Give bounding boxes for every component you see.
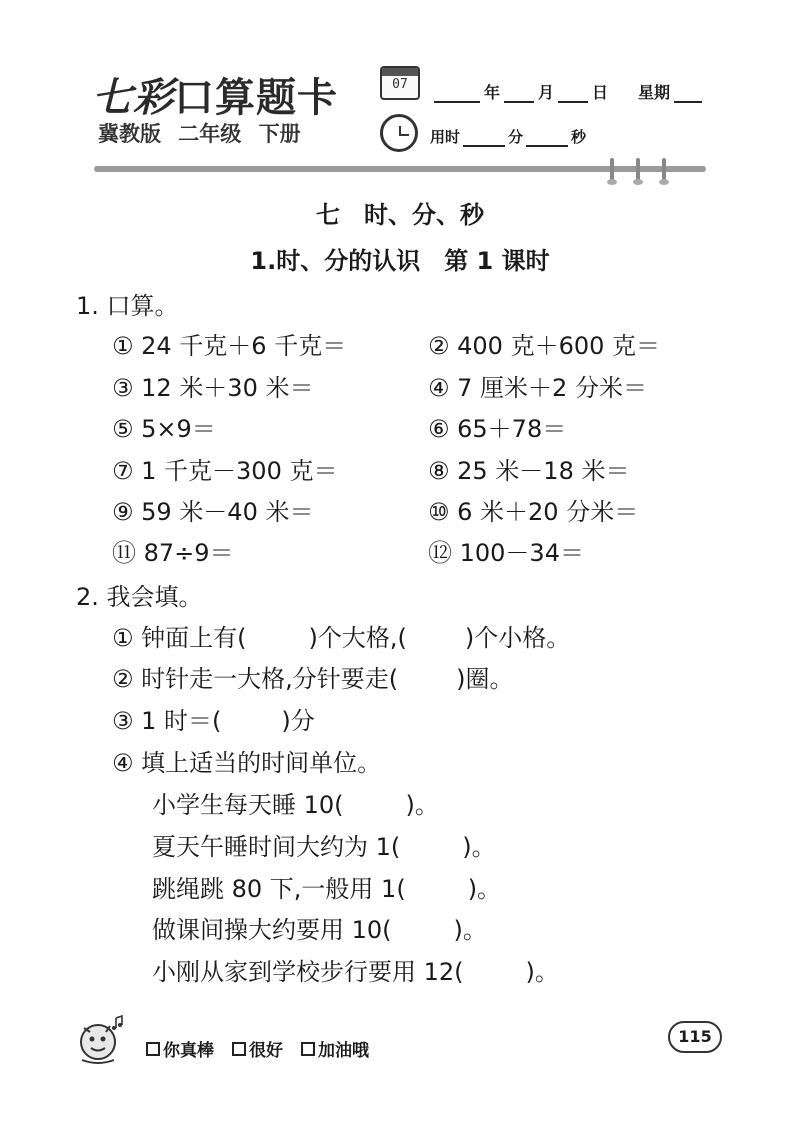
q2-item-1-text-b: )个大格,( xyxy=(308,624,407,652)
q2-item-2-text-b: )圈。 xyxy=(456,665,514,693)
q2-sub-2-text-a: 夏天午睡时间大约为 1( xyxy=(152,833,401,861)
q1-item-3: ③ 12 米＋30 米＝ xyxy=(112,374,314,402)
q2-sub-2 xyxy=(152,827,496,862)
q2-item-1 xyxy=(112,618,570,653)
q2-item-2-text-a: ② 时针走一大格,分针要走( xyxy=(112,665,399,693)
lesson-title: 1.时、分的认识 第 1 课时 xyxy=(250,247,550,275)
q2-sub-3 xyxy=(152,869,501,904)
q1-item-10: ⑩ 6 米＋20 分米＝ xyxy=(428,498,639,526)
mascot-icon xyxy=(72,1012,128,1068)
q2-sub-3-text-b: )。 xyxy=(467,875,502,903)
q2-item-3 xyxy=(112,701,315,736)
q1-item-12: ⑫ 100－34＝ xyxy=(428,539,584,567)
q2-item-4: ④ 填上适当的时间单位。 xyxy=(112,749,382,777)
edition-label: 冀教版 二年级 下册 xyxy=(98,122,301,146)
seconds-blank[interactable] xyxy=(526,133,568,147)
brand-name: 口算题卡 xyxy=(174,75,338,121)
q1-item-2: ② 400 克＋600 克＝ xyxy=(428,332,661,360)
q2-sub-2-text-b: )。 xyxy=(462,833,496,861)
year-label: 年 xyxy=(484,83,501,102)
q2-sub-3-text-a: 跳绳跳 80 下,一般用 1( xyxy=(152,875,406,903)
calendar-icon xyxy=(380,66,420,100)
rating-label: 很好 xyxy=(249,1041,283,1061)
q1-item-1: ① 24 千克＋6 千克＝ xyxy=(112,332,347,360)
q2-sub-5-text-b: )。 xyxy=(525,958,559,986)
rating-label: 加油哦 xyxy=(318,1041,369,1061)
q2-item-1-text-c: )个小格。 xyxy=(464,624,571,652)
day-blank[interactable] xyxy=(558,87,588,103)
q2-sub-4-text-a: 做课间操大约要用 10( xyxy=(152,916,392,944)
q1-item-11: ⑪ 87÷9＝ xyxy=(112,539,234,567)
q1-item-9: ⑨ 59 米－40 米＝ xyxy=(112,498,314,526)
q2-sub-4 xyxy=(152,910,487,945)
q1-item-8: ⑧ 25 米－18 米＝ xyxy=(428,457,630,485)
year-blank[interactable] xyxy=(434,87,480,103)
brand-script: 七彩 xyxy=(92,74,174,121)
q2-item-3-text-b: )分 xyxy=(281,707,315,735)
q1-item-7: ⑦ 1 千克－300 克＝ xyxy=(112,457,338,485)
rating-option[interactable] xyxy=(232,1036,283,1061)
time-used-label: 用时 xyxy=(430,128,461,146)
q2-sub-1-text-a: 小学生每天睡 10( xyxy=(152,791,344,819)
weekday-label: 星期 xyxy=(638,83,671,102)
self-rating xyxy=(146,1036,387,1061)
q2-sub-5-text-a: 小刚从家到学校步行要用 12( xyxy=(152,958,464,986)
seconds-label: 秒 xyxy=(571,128,587,146)
q2-item-3-text-a: ③ 1 时＝( xyxy=(112,707,222,735)
calendar-day: 07 xyxy=(392,77,408,92)
time-row xyxy=(430,126,586,147)
day-label: 日 xyxy=(592,83,609,102)
q2-item-2 xyxy=(112,659,514,694)
chapter-title: 七 时、分、秒 xyxy=(316,201,484,229)
binder-pin xyxy=(610,158,614,182)
question-1-title: 1. 口算。 xyxy=(76,292,179,320)
checkbox-icon[interactable] xyxy=(232,1042,246,1056)
rating-option[interactable] xyxy=(301,1036,369,1061)
brand-title xyxy=(92,66,338,123)
binder-pin xyxy=(636,158,640,182)
question-2-title: 2. 我会填。 xyxy=(76,583,203,611)
q1-item-5: ⑤ 5×9＝ xyxy=(112,415,216,443)
checkbox-icon[interactable] xyxy=(301,1042,315,1056)
rating-label: 你真棒 xyxy=(163,1041,214,1061)
q1-item-6: ⑥ 65＋78＝ xyxy=(428,415,567,443)
date-row xyxy=(430,80,706,103)
binder-pin xyxy=(662,158,666,182)
q2-sub-4-text-b: )。 xyxy=(453,916,487,944)
header-divider xyxy=(94,166,706,172)
q2-item-1-text-a: ① 钟面上有( xyxy=(112,624,247,652)
minutes-blank[interactable] xyxy=(463,133,505,147)
month-blank[interactable] xyxy=(504,87,534,103)
q2-sub-1 xyxy=(152,785,439,820)
weekday-blank[interactable] xyxy=(674,87,702,103)
rating-option[interactable] xyxy=(146,1036,214,1061)
checkbox-icon[interactable] xyxy=(146,1042,160,1056)
q2-sub-1-text-b: )。 xyxy=(405,791,439,819)
page-number: 115 xyxy=(668,1021,722,1053)
clock-icon xyxy=(380,114,418,152)
q1-item-4: ④ 7 厘米＋2 分米＝ xyxy=(428,374,647,402)
month-label: 月 xyxy=(538,83,555,102)
minutes-label: 分 xyxy=(508,128,524,146)
q2-sub-5 xyxy=(152,952,559,987)
